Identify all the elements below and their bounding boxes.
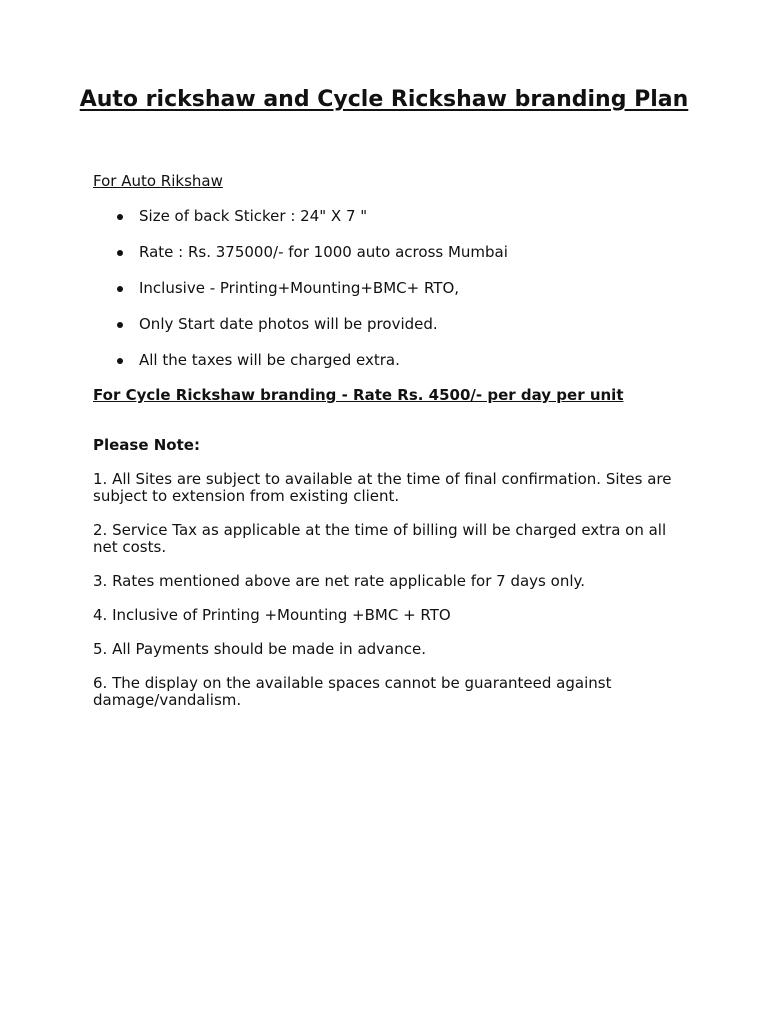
note-item: 3. Rates mentioned above are net rate applicable for 7 days only. bbox=[93, 572, 585, 590]
note-item: 2. Service Tax as applicable at the time of billing will be charged extra on all net costs. bbox=[93, 521, 667, 556]
auto-rikshaw-heading: For Auto Rikshaw bbox=[93, 172, 223, 190]
note-item: 6. The display on the available spaces cannot be guaranteed against damage/vandalism. bbox=[93, 674, 612, 709]
bullet-text: Inclusive - Printing+Mounting+BMC+ RTO, bbox=[139, 279, 460, 297]
bullet-item bbox=[93, 350, 508, 386]
document-title: Auto rickshaw and Cycle Rickshaw branding Plan bbox=[79, 87, 689, 112]
bullet-item bbox=[93, 278, 508, 314]
bullet-icon bbox=[117, 358, 123, 364]
note-item: 4. Inclusive of Printing +Mounting +BMC + RTO bbox=[93, 606, 451, 624]
bullet-item bbox=[93, 242, 508, 278]
auto-rikshaw-bullet-list bbox=[93, 206, 508, 386]
notes-list bbox=[93, 471, 693, 726]
bullet-icon bbox=[117, 250, 123, 256]
bullet-text: Rate : Rs. 375000/- for 1000 auto across Mumbai bbox=[139, 243, 508, 261]
bullet-item bbox=[93, 206, 508, 242]
bullet-item bbox=[93, 314, 508, 350]
bullet-text: All the taxes will be charged extra. bbox=[139, 351, 400, 369]
note-item: 1. All Sites are subject to available at the time of final confirmation. Sites are subject to extension from existing client. bbox=[93, 470, 672, 505]
note-item: 5. All Payments should be made in advance. bbox=[93, 640, 426, 658]
bullet-text: Size of back Sticker : 24" X 7 " bbox=[139, 207, 368, 225]
bullet-text: Only Start date photos will be provided. bbox=[139, 315, 438, 333]
bullet-icon bbox=[117, 286, 123, 292]
bullet-icon bbox=[117, 214, 123, 220]
bullet-icon bbox=[117, 322, 123, 328]
please-note-heading: Please Note: bbox=[93, 436, 200, 454]
cycle-rickshaw-heading: For Cycle Rickshaw branding - Rate Rs. 4500/- per day per unit bbox=[93, 386, 624, 404]
